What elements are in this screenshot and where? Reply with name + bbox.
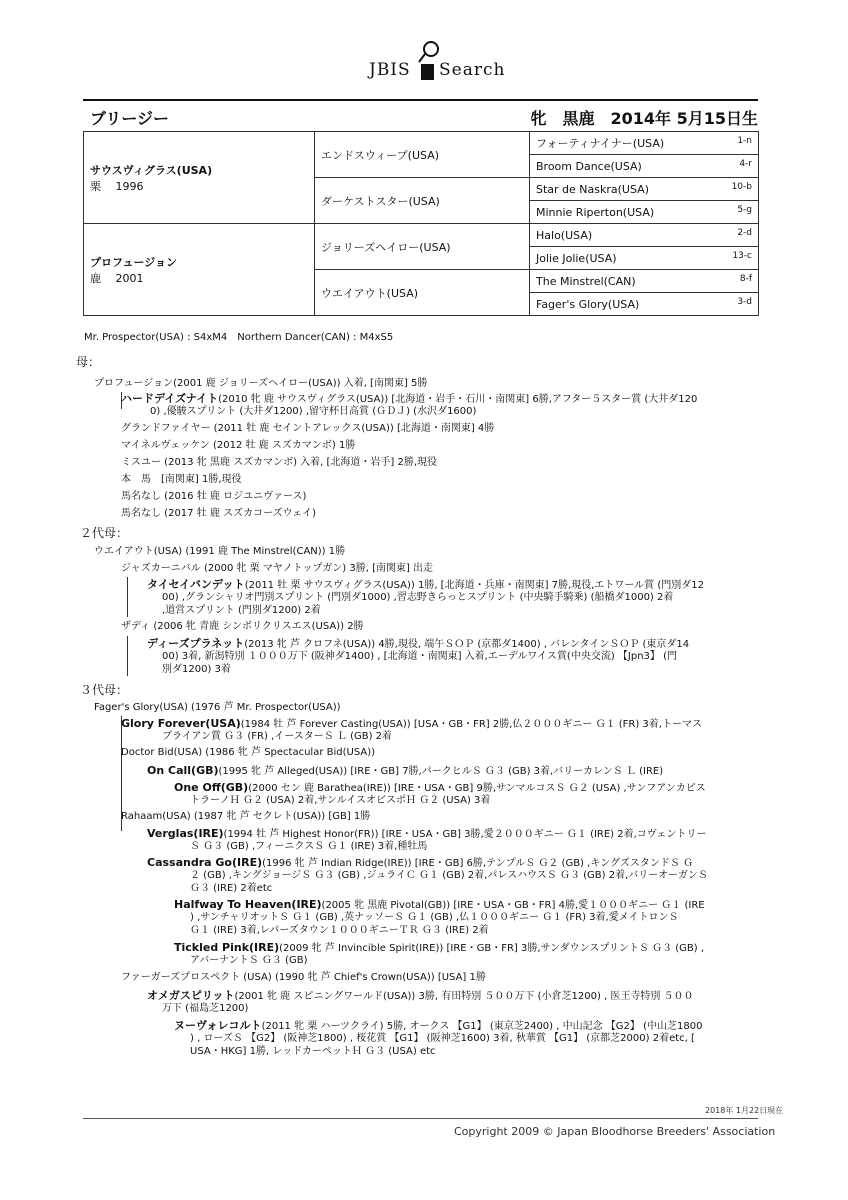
dam3-o4-g1: オメガスピリット(2001 牝 鹿 スピニングワールド(USA)) 3勝, 有田特別 ５００万下 (小倉芝1200) , 医王寺特別 ５００ [147,989,694,1002]
sire-detail: 栗 1996 [90,179,144,193]
as-of-date: 2018年 1月22日現在 [705,1106,784,1115]
dam3-o1-cont: ブライアン賞 Ｇ３ (FR) ,イースターＳ Ｌ (GB) 2着 [162,731,393,742]
dam3-o2-g1: On Call(GB)(1995 牝 芦 Alleged(USA)) [IRE・GB] 7勝,パークヒルＳ Ｇ３ (GB) 3着,バリーカレンＳ Ｌ (IRE) [147,764,664,777]
pedigree-g2-3: ジョリーズヘイロー(USA) [315,224,530,270]
dam3-o3-g1: Verglas(IRE)(1994 牡 芦 Highest Honor(FR)) [IRE・USA・GB] 3勝,愛２０００ギニー Ｇ１ (IRE) 2着,コヴェントリー [147,827,707,840]
offspring-1-cont: 0) ,優駿スプリント (大井ダ1200) ,留守杯日高賞 (ＧＤＪ) (水沢ダ1600) [150,406,477,417]
dam3-o3-gg2: Tickled Pink(IRE)(2009 牝 芦 Invincible Spirit(IRE)) [IRE・GB・FR] 3勝,サンダウンスプリントＳ Ｇ３ (GB) , [174,941,705,954]
dam3-o3-g2: Cassandra Go(IRE)(1996 牝 芦 Indian Ridge(IRE)) [IRE・GB] 6勝,テンプルＳ Ｇ２ (GB) ,キングズスタンドＳ Ｇ [147,856,694,869]
dam3-o3-gg1: Halfway To Heaven(IRE)(2005 牝 黒鹿 Pivotal(GB)) [IRE・USA・GB・FR] 4勝,愛１０００ギニー Ｇ１ (IRE [174,898,705,911]
pedigree-g3-7: The Minstrel(CAN) 8-f [530,270,759,293]
dam2-entry: ウエイアウト(USA) (1991 鹿 The Minstrel(CAN)) 1勝 [94,546,346,557]
offspring-1: ハードデイズナイト(2010 牝 鹿 サウスヴィグラス(USA)) [北海道・岩手・石川・南関東] 6勝,アフター５スター賞 (大井ダ120 [121,392,698,405]
dam3-o3-gg1-cont: ) ,サンチャリオットＳ Ｇ１ (GB) ,英ナッソーＳ Ｇ１ (GB) ,仏１０００ギニー Ｇ１ (FR) 3着,愛メイトロンＳ [190,912,679,923]
offspring-6: 馬名なし (2016 牡 鹿 ロジユニヴァース) [121,491,307,502]
dam2-grand-1-cont2: ,道営スプリント (門別ダ1200) 2着 [162,605,321,616]
dam2-grand-1-cont: 00) ,グランシャリオ門別スプリント (門別ダ1000) ,習志野きらっとスプリント (中央騎手騎乗) (船橋ダ1000) 2着 [162,592,674,603]
pedigree-table [83,131,759,316]
dam3-o4-gg1: ヌーヴォレコルト(2011 牝 栗 ハーツクライ) 5勝, オークス 【G1】 (東京芝2400) , 中山記念 【G2】 (中山芝1800 [174,1019,703,1032]
dam2-grand-2-cont: 00) 3着, 新潟特別 １０００万下 (阪神ダ1400) , [北海道・南関東] 入着,エーデルワイス賞(中央交流) 【Jpn3】 (門 [162,651,677,662]
pedigree-g3-5: Halo(USA) 2-d [530,224,759,247]
copyright: Copyright 2009 © Japan Bloodhorse Breeders' Association [454,1125,776,1138]
sire-cell [84,132,315,224]
pedigree-g2-1: エンドスウィープ(USA) [315,132,530,178]
dam3-o2-gg1-cont: トラーノＨ Ｇ２ (USA) 2着,サンルイスオビスポＨ Ｇ２ (USA) 3着 [190,795,491,806]
pedigree-g3-6: Jolie Jolie(USA) 13-c [530,247,759,270]
dam3-o4-gg1-cont2: USA・HKG] 1勝, レッドカーペットＨ Ｇ３ (USA) etc [190,1046,436,1057]
dam-entry: プロフュージョン(2001 鹿 ジョリーズヘイロー(USA)) 入着, [南関東] 5勝 [94,378,428,389]
section-dam: 母： [76,355,101,369]
logo-search: Search [439,60,506,80]
dam3-o3-gg2-cont: アバーナントＳ Ｇ３ (GB) [190,955,308,966]
dam3-o3-g2-cont2: Ｇ３ (IRE) 2着etc [190,883,273,894]
dam2-offspring-1: ジャズカーニバル (2000 牝 栗 マヤノトップガン) 3勝, [南関東] 出走 [121,563,434,574]
jbis-search-logo [365,40,505,82]
section-dam3: ３代母： [80,683,129,697]
dam3-o3: Rahaam(USA) (1987 牝 芦 セクレト(USA)) [GB] 1勝 [121,811,371,822]
pedigree-g3-2: Broom Dance(USA) 4-r [530,155,759,178]
dam2-grand-1: タイセイバンデット(2011 牡 栗 サウスヴィグラス(USA)) 1勝, [北海道・兵庫・南関東] 7勝,現役,エトワール賞 (門別ダ12 [147,578,704,591]
dam3-o3-g1-cont: Ｓ Ｇ３ (GB) ,フィーニクスＳ Ｇ１ (IRE) 3着,種牡馬 [190,841,428,852]
dam-name: プロフュージョン [90,255,178,269]
dam2-offspring-2: ザディ (2006 牝 青鹿 シンボリクリスエス(USA)) 2勝 [121,621,364,632]
dam3-o1: Glory Forever(USA)(1984 牡 芦 Forever Casting(USA)) [USA・GB・FR] 2勝,仏２０００ギニー Ｇ１ (FR) 3着,トーマス [121,717,702,730]
sire-name: サウスヴィグラス(USA) [90,163,213,177]
inbreeding-note: Mr. Prospector(USA) : S4xM4 Northern Dancer(CAN) : M4xS5 [84,332,394,343]
branch-line [127,577,128,617]
pedigree-g2-2: ダーケストスター(USA) [315,178,530,224]
dam3-o4-gg1-cont: ) , ローズＳ 【G2】 (阪神芝1800) , 桜花賞 【G1】 (阪神芝1600) 3着, 秋華賞 【G1】 (京都芝2000) 2着etc, [ [190,1033,695,1044]
section-dam2: ２代母： [80,526,129,540]
pedigree-g3-4: Minnie Riperton(USA) 5-g [530,201,759,224]
horse-title [90,106,758,130]
dam3-o3-gg1-cont2: Ｇ１ (IRE) 3着,レパーズタウン１０００ギニーＴＲ Ｇ３ (IRE) 2着 [190,925,489,936]
pedigree-g3-1: フォーティナイナー(USA) 1-n [530,132,759,155]
offspring-4: ミスユー (2013 牝 黒鹿 スズカマンボ) 入着, [北海道・岩手] 2勝,現役 [121,457,438,468]
dam3-o3-g2-cont: ２ (GB) ,キングジョージＳ Ｇ３ (GB) ,ジュライＣ Ｇ１ (GB) 2着,パレスハウスＳ Ｇ３ (GB) 2着,バリーオーガンＳ [190,870,708,881]
offspring-7: 馬名なし (2017 牡 鹿 スズカコーズウェイ) [121,508,317,519]
dam3-entry: Fager's Glory(USA) (1976 芦 Mr. Prospector(USA)) [94,702,341,713]
dam2-grand-2-cont2: 別ダ1200) 3着 [162,664,231,675]
pedigree-g2-4: ウエイアウト(USA) [315,270,530,316]
top-rule [83,99,758,101]
horse-name: ブリージー [90,109,170,128]
horse-info: 牝 黒鹿 2014年 5月15日生 [530,109,758,128]
pedigree-g3-3: Star de Naskra(USA) 10-b [530,178,759,201]
offspring-2: グランドファイヤー (2011 牡 鹿 セイントアレックス(USA)) [北海道・南関東] 4勝 [121,423,495,434]
dam3-o4: ファーガーズプロスペクト (USA) (1990 牝 芦 Chief's Crown(USA)) [USA] 1勝 [121,972,486,983]
dam3-o2: Doctor Bid(USA) (1986 牝 芦 Spectacular Bid(USA)) [121,747,376,758]
logo-jbis: JBIS [369,60,411,80]
branch-line [127,636,128,676]
footer-rule [83,1118,758,1119]
dam3-o2-gg1: One Off(GB)(2000 セン 鹿 Barathea(IRE)) [IRE・USA・GB] 9勝,サンマルコスＳ Ｇ２ (USA) ,サンフアンカピス [174,781,706,794]
offspring-3: マイネルヴェッケン (2012 牡 鹿 スズカマンボ) 1勝 [121,440,356,451]
logo-mark [421,64,434,80]
offspring-5: 本 馬 [南関東] 1勝,現役 [121,474,242,485]
dam3-o4-g1-cont: 万下 (福島芝1200) [162,1003,249,1014]
dam-cell [84,224,315,316]
dam-detail: 鹿 2001 [90,271,144,285]
pedigree-g3-8: Fager's Glory(USA) 3-d [530,293,759,316]
dam2-grand-2: ディーズプラネット(2013 牝 芦 クロフネ(USA)) 4勝,現役, 端午ＳＯＰ (京都ダ1400) , バレンタインＳＯＰ (東京ダ14 [147,637,690,650]
